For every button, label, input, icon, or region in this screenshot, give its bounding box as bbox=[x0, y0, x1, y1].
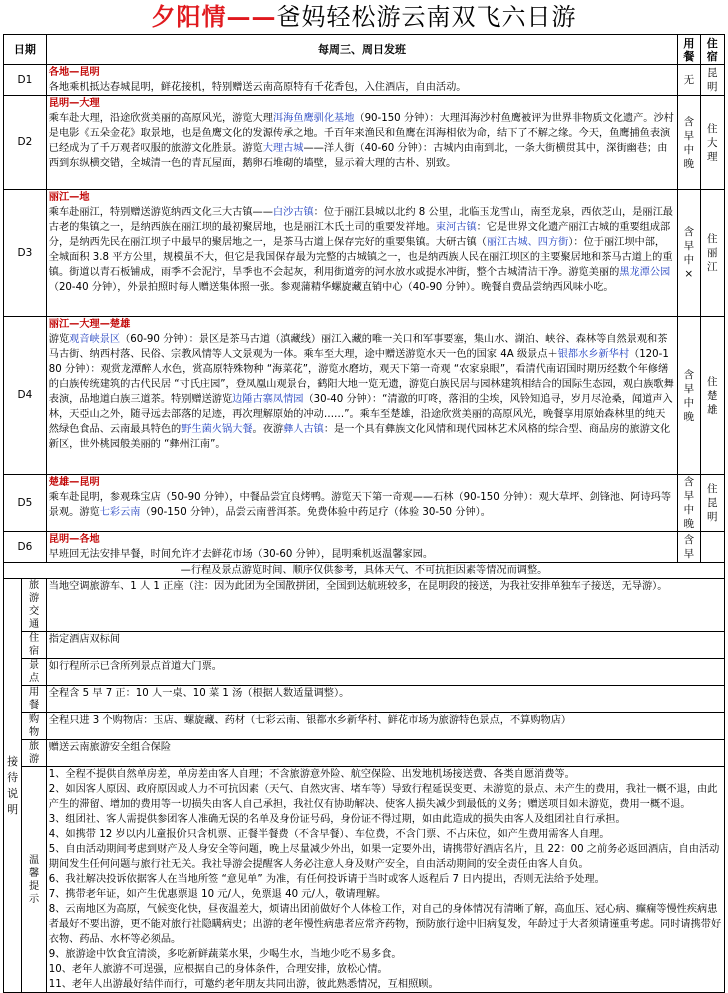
day-description: 乘车赴丽江，特别赠送游览纳西文化三大古镇—— bbox=[48, 207, 273, 218]
reception-row bbox=[4, 632, 725, 659]
day-description: 各地乘机抵达春城昆明，鲜花接机，特别赠送云南高原特有千花香包，入住酒店，自由活动。 bbox=[48, 82, 467, 93]
day-stay: 住楚雄 bbox=[700, 317, 724, 475]
day-meal: 含早中× bbox=[678, 190, 700, 317]
header-stay: 住宿 bbox=[700, 35, 724, 65]
scenic-spot-name: 观音峡景区 bbox=[69, 334, 121, 345]
day-description: ：它是世界文化遗产丽江古城的重要组成部分，是纳西先民在丽江坝子中最早的聚居地之一，是茶马古道上保存完好的重要集镇。大研古镇（ bbox=[48, 222, 671, 248]
reception-row bbox=[4, 659, 725, 686]
day-content bbox=[46, 532, 677, 563]
reception-item-value: 赠送云南旅游安全组合保险 bbox=[46, 740, 724, 767]
day-row bbox=[4, 65, 725, 96]
scenic-spot-name: 野生菌火锅大餐 bbox=[181, 424, 253, 435]
reception-section-label: 接待说明 bbox=[4, 579, 22, 993]
day-route: 昆明—大理 bbox=[48, 98, 100, 109]
day-description: 游览 bbox=[48, 334, 70, 345]
day-description: （120-180 分钟）：观赏龙潭醉人水色，赏高原特殊物种 “海菜花”，游览水磨坊，观天下第一奇观 “农家泉眼”，看清代南诏国时期历经数个年修缮的白族传统建筑的古代民居 “寸氏庄园”，登凤凰山观景台，鹤阳大地一览无遗，游览白族民居与园林建筑相结合的国际生态园，观白族歌舞表演，品地道白族三道茶。特别赠送游览 bbox=[48, 349, 674, 405]
reception-item-value: 如行程所示已含所列景点首道大门票。 bbox=[46, 659, 724, 686]
reception-item-value: 当地空调旅游车、1 人 1 正座（注：因为此团为全国散拼团，全国到达航班较多，在昆明段的接送，为我社安排单独车子接送，无导游）。 bbox=[46, 579, 724, 632]
day-label: D2 bbox=[4, 96, 47, 190]
scenic-spot-name: 黑龙潭公园 bbox=[619, 267, 671, 278]
tips-row bbox=[4, 767, 725, 993]
day-description: 早班回无法安排早餐，时间允许才去鲜花市场（30-60 分钟），昆明乘机返温馨家园。 bbox=[48, 549, 434, 560]
day-description: （60-90 分钟）：景区是茶马古道（滇藏线）丽江入藏的唯一关口和军事要塞，集山水、湖泊、峡谷、森林等自然景观和茶马古街、纳西村落、民俗、宗教风情等人文景观为一体。乘车至大理，途中赠送游览水天一色的国家 4A 级景点＋ bbox=[48, 334, 668, 360]
day-description: （90-150 分钟），品尝云南普洱茶。免费体验中药足疗（体验 30-50 分钟）。 bbox=[140, 507, 491, 518]
day-stay: 昆明 bbox=[700, 65, 724, 96]
day-stay: 住大理 bbox=[700, 96, 724, 190]
day-content bbox=[46, 317, 677, 475]
day-content bbox=[46, 96, 677, 190]
tip-item: 4、如携带 12 岁以内儿童报价只含机票、正餐半餐费（不含早餐）、车位费，不含门票、不占床位，如产生费用需客人自理。 bbox=[48, 829, 610, 840]
day-route: 楚雄—昆明 bbox=[48, 477, 100, 488]
day-description: 。夜游 bbox=[252, 424, 284, 435]
day-stay: 住昆明 bbox=[700, 475, 724, 532]
day-description: （30-40 分钟）：“清澈的叮咚，落泪的尘埃，风铃知追寻，岁月尽沧桑，闻道声入林，天亞山之外，随寻远去部落的足迹，再次理解原始的冲动……”。乘车至楚雄，沿途欣赏美丽的高原风光，晚餐享用原始森林里的纯天然绿色食品、云南最具特色的 bbox=[48, 394, 673, 435]
day-label: D1 bbox=[4, 65, 47, 96]
tip-item: 10、老年人旅游不可逞强，应根据自己的身体条件，合理安排，放松心情。 bbox=[48, 964, 388, 975]
notice-text: —行程及景点游览时间、顺序仅供参考，具体天气、不可抗拒因素等情况而调整。 bbox=[4, 563, 725, 579]
day-meal: 无 bbox=[678, 65, 700, 96]
day-label: D4 bbox=[4, 317, 47, 475]
day-description: ：位于丽江县城以北约 8 公里，北临玉龙雪山，南至龙泉，西依芝山，是丽江最古老的集镇之一，是纳西族在丽江坝的最初聚居地，也是丽江木氏土司的重要发祥地。 bbox=[48, 207, 673, 233]
header-day: 日期 bbox=[4, 35, 47, 65]
title-main: 爸妈轻松游云南双飞六日游 bbox=[276, 3, 577, 31]
tip-item: 1、全程不提供自然单房差，单房差由客人自理；不含旅游意外险、航空保险、出发地机场接送费、各类自愿消费等。 bbox=[48, 769, 575, 780]
day-route: 丽江—大理—楚雄 bbox=[48, 319, 131, 330]
day-label: D5 bbox=[4, 475, 47, 532]
day-row bbox=[4, 190, 725, 317]
scenic-spot-name: 洱海鱼鹰驯化基地 bbox=[272, 113, 355, 124]
tip-item: 9、旅游途中饮食宜清淡，多吃新鲜蔬菜水果，少喝生水，当地少吃不易多食。 bbox=[48, 949, 402, 960]
day-content bbox=[46, 190, 677, 317]
tips-list bbox=[46, 767, 724, 993]
title-highlight: 夕阳情—— bbox=[151, 2, 277, 31]
header-schedule: 每周三、周日发班 bbox=[46, 35, 677, 65]
day-description: ：是一个具有彝族文化风情和现代园林艺术风格的综合型、商品房的旅游文化新区，世外桃园般美丽的 “彝州江南”。 bbox=[48, 424, 671, 450]
reception-item-label: 景点 bbox=[22, 659, 46, 686]
day-meal: 含早中晚 bbox=[678, 317, 700, 475]
day-description: （20-40 分钟），外景拍照时每人赠送集体照一张。参观蒲精华螺旋藏直销中心（40-90 分钟）。晚餐自费品尝纳西风味小吃。 bbox=[48, 282, 614, 293]
scenic-spot-name: 彝人古镇 bbox=[283, 424, 324, 435]
itinerary-table bbox=[3, 34, 725, 993]
day-description: 乘车赴昆明，参观珠宝店（50-90 分钟），中餐品尝宜良烤鸭。游览天下第一奇观——石林（90-150 分钟）：观大草坪、剑锋池、阿诗玛等景观。游览 bbox=[48, 492, 672, 518]
reception-item-value: 全程含 5 早 7 正：10 人一桌、10 菜 1 汤（根据人数适量调整）。 bbox=[46, 686, 724, 713]
tip-item: 5、自由活动期间考虑到财产及人身安全等问题，晚上尽量减少外出，如果一定要外出，请携带好酒店名片，且 22：00 之前务必返回酒店，自由活动期间发生任何问题与旅行社无关。我社导游会提醒客人务必注意人身及财产安全，自由活动期间的安全责任由客人自负。 bbox=[48, 844, 720, 870]
day-description: 乘车赴大理，沿途欣赏美丽的高原风光，游览大理 bbox=[48, 113, 273, 124]
header-meal: 用餐 bbox=[678, 35, 700, 65]
scenic-spot-name: 银都水乡新华村 bbox=[557, 349, 630, 360]
day-meal: 含早 bbox=[678, 532, 700, 563]
day-label: D6 bbox=[4, 532, 47, 563]
scenic-spot-name: 大理古城 bbox=[262, 143, 304, 154]
day-content bbox=[46, 475, 677, 532]
day-route: 昆明—各地 bbox=[48, 534, 100, 545]
day-row bbox=[4, 96, 725, 190]
day-description: ——洋人街（40-60 分钟）：古城内由南到北，一条大街横贯其中，深街幽巷；由西到东纵横交错，全城清一色的青瓦屋面，鹅卵石堆砌的墙壁，显示着大理的古朴、别致。 bbox=[48, 143, 668, 169]
tip-item: 2、如因客人原因、政府原因或人力不可抗因素（天气、自然灾害、堵车等）导致行程延误变更、未游览的景点、未产生的费用，我社一概不退，由此产生的滞留、增加的费用等一切损失由客人自己承担，我社仅有协助解决、使客人损失减少到最低的义务；赠送项目如未游览，费用一概不退。 bbox=[48, 784, 718, 810]
scenic-spot-name: 白沙古镇 bbox=[272, 207, 314, 218]
table-header-row bbox=[4, 35, 725, 65]
tips-label: 温馨提示 bbox=[22, 767, 46, 993]
reception-row bbox=[4, 579, 725, 632]
day-description: ）：位于丽江坝中部，全城面积 3.8 平方公里，规模虽不大，但它是我国保存最为完整的古城镇之一，也是纳西族人民在丽江坝区的主要聚居地和茶马古道上的重镇。街道以青石板铺成，雨季不会泥泞，旱季也不会起灰，利用街道旁的河水放水或提水冲街，整个古城清洁干净。游览美丽的 bbox=[48, 237, 673, 278]
tip-item: 3、组团社、客人需提供参团客人准确无误的名单及身份证号码，身份证不得过期，如由此造成的损失由客人及组团社自行承担。 bbox=[48, 814, 626, 825]
day-stay: 住丽江 bbox=[700, 190, 724, 317]
page-title bbox=[3, 0, 725, 34]
reception-row bbox=[4, 686, 725, 713]
day-row bbox=[4, 475, 725, 532]
day-route: 各地—昆明 bbox=[48, 67, 100, 78]
reception-row bbox=[4, 740, 725, 767]
day-content bbox=[46, 65, 677, 96]
day-description: （90-150 分钟）：大理洱海沙村鱼鹰被评为世界非物质文化遗产。沙村是电影《五朵金花》取景地，也是鱼鹰文化的发源传承之地。千百年来渔民和鱼鹰在洱海相依为命，结下了不解之缘。今天，鱼鹰捕鱼表演已经成为了千万观者叹服的旅游文化胜景。游览 bbox=[48, 113, 674, 154]
day-row bbox=[4, 317, 725, 475]
reception-item-label: 旅游交通 bbox=[22, 579, 46, 632]
reception-item-value: 指定酒店双标间 bbox=[46, 632, 724, 659]
tip-item: 8、云南地区为高原，气候变化快，昼夜温差大，烦请出团前做好个人体检工作，对自己的身体情况有清晰了解，高血压、冠心病、癫痫等慢性疾病患者最好不要出游，更不能对旅行社隐瞒病史；出游的老年慢性病患者应常齐药物，预防旅行途中旧病复发，年龄过于大者须请谨重考虑。同时请携带好衣物、药品、水杯等必须品。 bbox=[48, 904, 722, 945]
scenic-spot-name: 边陲古寨凤情园 bbox=[232, 394, 304, 405]
day-label: D3 bbox=[4, 190, 47, 317]
tip-item: 7、携带老年证，如产生优惠票退 10 元/人，免票退 40 元/人，敬请理解。 bbox=[48, 889, 387, 900]
reception-item-value: 全程只进 3 个购物店：玉店、螺旋藏、药材（七彩云南、银都水乡新华村、鲜花市场为旅游特色景点，不算购物店） bbox=[46, 713, 724, 740]
scenic-spot-name: 丽江古城、四方街 bbox=[486, 237, 569, 248]
reception-item-label: 用餐 bbox=[22, 686, 46, 713]
scenic-spot-name: 七彩云南 bbox=[99, 507, 141, 518]
day-meal: 含早中晚 bbox=[678, 475, 700, 532]
tip-item: 11、老年人出游最好结伴而行，可邀约老年朋友共同出游，彼此熟悉情况，互相照顾。 bbox=[48, 979, 439, 990]
reception-item-label: 购物 bbox=[22, 713, 46, 740]
day-route: 丽江—地 bbox=[48, 192, 90, 203]
itinerary-document bbox=[3, 0, 725, 993]
scenic-spot-name: 束河古镇 bbox=[435, 222, 477, 233]
day-row bbox=[4, 532, 725, 563]
day-stay bbox=[700, 532, 724, 563]
notice-row bbox=[4, 563, 725, 579]
reception-row bbox=[4, 713, 725, 740]
reception-item-label: 旅游 bbox=[22, 740, 46, 767]
reception-item-label: 住宿 bbox=[22, 632, 46, 659]
day-meal: 含早中晚 bbox=[678, 96, 700, 190]
tip-item: 6、我社解决投诉依据客人在当地所签 “意见单” 为准，有任何投诉请于当时或客人返程后 7 日内提出，否则无法给予处理。 bbox=[48, 874, 605, 885]
